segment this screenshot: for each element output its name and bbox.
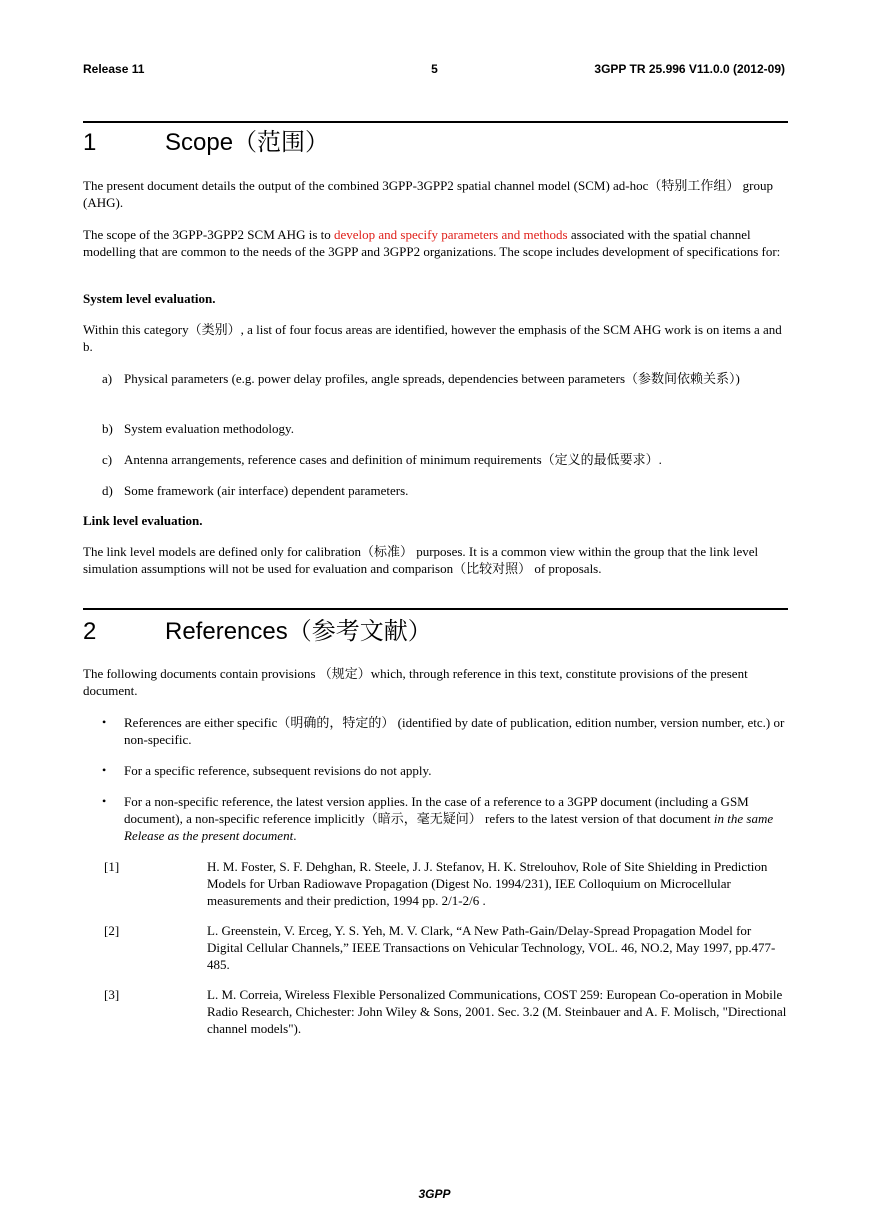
release-label: Release 11 (83, 62, 145, 76)
list-marker: c) (102, 452, 113, 467)
list-item-text: Antenna arrangements, reference cases and definition of minimum requirements（定义的最低要求）. (124, 452, 662, 467)
section-title: References（参考文献） (165, 618, 432, 645)
paragraph: Within this category（类别）, a list of four focus areas are identified, however the emphasis of the SCM AHG work is on items a and b. (83, 322, 782, 354)
italic-text: in the same Release as the present document (124, 811, 774, 843)
bullet-marker: • (102, 794, 107, 808)
list-item (102, 482, 788, 499)
paragraph: The following documents contain provisions （规定）which, through reference in this text, constitute provisions of the present document. (83, 666, 748, 698)
list-marker: a) (102, 371, 113, 386)
paragraph: The present document details the output of the combined 3GPP-3GPP2 spatial channel model (SCM) ad-hoc（特别工作组） group (AHG). (83, 178, 773, 210)
list-marker: b) (102, 421, 113, 436)
section-heading-scope (83, 129, 329, 157)
list-marker: d) (102, 483, 113, 498)
section-number: 1 (83, 129, 97, 156)
reference-text: L. Greenstein, V. Erceg, Y. S. Yeh, M. V. Clark, “A New Path-Gain/Delay-Spread Propagation Model for Digital Cellular Channels,” IEEE Transactions on Vehicular Technology, VOL. 46, NO.2, May 1997, pp.477-485. (207, 923, 776, 972)
page-number: 5 (431, 62, 438, 76)
bullet-item (102, 793, 788, 844)
bullet-item (102, 762, 788, 779)
list-item-text: System evaluation methodology. (124, 421, 294, 436)
reference-entry (104, 986, 788, 1037)
section-title: Scope（范围） (165, 129, 330, 156)
text-run: associated with the spatial channel modelling that are common to the needs of the 3GPP and 3GPP2 organizations. The scope includes development of specifications for: (83, 227, 781, 259)
subheading-system-level: System level evaluation. (83, 291, 216, 306)
highlighted-text: develop and specify parameters and methods (334, 227, 568, 242)
paragraph (83, 226, 788, 260)
bullet-text (124, 793, 788, 844)
reference-entry (104, 922, 788, 973)
bullet-text: For a specific reference, subsequent revisions do not apply. (124, 763, 432, 778)
section-divider (83, 121, 788, 123)
paragraph: The link level models are defined only for calibration（标准） purposes. It is a common view within the group that the link level simulation assumptions will not be used for evaluation and comparison（比较对照） of proposals. (83, 544, 759, 576)
text-run: The scope of the 3GPP-3GPP2 SCM AHG is to (83, 227, 334, 242)
spec-identifier: 3GPP TR 25.996 V11.0.0 (2012-09) (594, 62, 785, 76)
reference-text: L. M. Correia, Wireless Flexible Personalized Communications, COST 259: European Co-operation in Mobile Radio Research, Chichester: John Wiley & Sons, 2001. Sec. 3.2 (M. Steinbauer and A. F. Molisch, "Directional channel models"). (207, 987, 787, 1036)
reference-entry (104, 858, 788, 909)
reference-text: H. M. Foster, S. F. Dehghan, R. Steele, J. J. Stefanov, H. K. Strelouhov, Role of Site Shielding in Prediction Models for Urban Radiowave Propagation (Digest No. 1994/231), IEE Colloquium on Microcellular measurements and their prediction, 1994 pp. 2/1-2/6 . (207, 859, 768, 908)
list-item (102, 451, 788, 468)
list-item (102, 370, 788, 387)
subheading-link-level: Link level evaluation. (83, 513, 203, 528)
section-divider (83, 608, 788, 610)
list-item-text: Some framework (air interface) dependent parameters. (124, 483, 409, 498)
bullet-text: References are either specific（明确的，特定的） (identified by date of publication, edition number, version number, etc.) or non-specific. (124, 715, 785, 747)
footer-brand: 3GPP (418, 1187, 451, 1201)
reference-label: [3] (104, 987, 120, 1002)
text-run: . (293, 828, 297, 843)
bullet-marker: • (102, 715, 107, 729)
section-heading-references (83, 618, 432, 646)
section-number: 2 (83, 618, 97, 645)
bullet-marker: • (102, 763, 107, 777)
text-run: For a non-specific reference, the latest version applies. In the case of a reference to a 3GPP document (including a GSM document), a non-specific reference implicitly（暗示，毫无疑问） refers to the latest version of that document (124, 794, 749, 826)
reference-label: [2] (104, 923, 120, 938)
list-item (102, 420, 788, 437)
list-item-text: Physical parameters (e.g. power delay profiles, angle spreads, dependencies between parameters（参数间依赖关系）) (124, 371, 740, 386)
reference-label: [1] (104, 859, 120, 874)
bullet-item (102, 714, 788, 748)
